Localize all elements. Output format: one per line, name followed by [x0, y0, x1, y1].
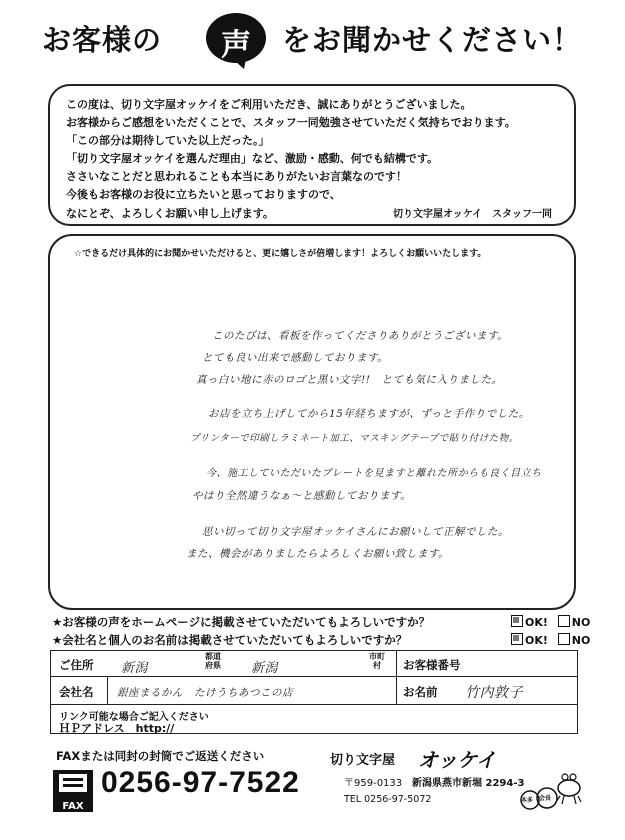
handwritten-line: とても良い出来で感動しております。 [202, 352, 389, 364]
voice-character: 声 [221, 28, 251, 63]
intro-line: 「この部分は期待していた以上だった。」 [66, 134, 270, 147]
intro-line: 「切り文字屋オッケイを選んだ理由」など、激励・感動、何でも結構です。 [66, 152, 439, 165]
customer-number-label: お客様番号 [403, 658, 461, 672]
ok-label: OK! [525, 616, 548, 629]
intro-line: 今後もお客様のお役に立ちたいと思っておりますので、 [66, 188, 341, 201]
company-name: オッケイ [418, 748, 496, 772]
intro-line: この度は、切り文字屋オッケイをご利用いただき、誠にありがとうございました。 [66, 98, 472, 111]
handwritten-line: 思い切って切り文字屋オッケイさんにお願いして正解でした。 [202, 526, 509, 538]
consent-question-names: ★会社名と個人のお名前は掲載させていただいてもよろしいですか？ [52, 633, 408, 647]
message-box[interactable] [48, 234, 576, 610]
prefecture-label: 都道 府県 [205, 652, 221, 670]
intro-line: お客様からご感想をいただくことで、スタッフ一同勉強させていただく気持ちでおります。 [66, 116, 516, 129]
fax-machine-icon [53, 770, 93, 798]
address-row [51, 651, 577, 677]
handwritten-line: プリンターで印刷しラミネート加工、マスキングテープで貼り付けた物。 [190, 433, 519, 444]
fax-number: 0256-97-7522 [101, 766, 300, 799]
message-prompt: ☆できるだけ具体的にお聞かせいただけると、更に嬉しさが倍増します！よろしくお願いいたします。 [74, 249, 487, 259]
consent-names-options [511, 633, 590, 647]
company-label: 切り文字屋 [330, 753, 396, 768]
mascot-icon [520, 766, 582, 812]
name-value[interactable]: 竹内敦子 [465, 685, 523, 701]
handwritten-line: また、機会がありましたらよろしくお願い致します。 [186, 548, 450, 560]
title-left: お客様の [42, 23, 163, 57]
fax-caption: FAXまたは同封の封筒でご返送ください [56, 749, 265, 763]
intro-line: ささいなことだと思われることも本当にありがたいお言葉なのです！ [66, 170, 407, 183]
handwritten-line: 今、施工していただいたプレートを見ますと離れた所からも良く目立ち [206, 468, 542, 479]
divider [396, 651, 397, 677]
ok-label: OK! [525, 634, 548, 647]
ok-checkbox[interactable] [511, 615, 523, 627]
staff-signature: 切り文字屋オッケイ スタッフ一同 [393, 209, 552, 220]
handwritten-line: やはり全然違うなぁ〜と感動しております。 [192, 490, 412, 502]
city-label: 市町 村 [369, 652, 385, 670]
handwritten-line: このたびは、看板を作ってくださりありがとうございます。 [212, 330, 509, 342]
consent-homepage-options [511, 615, 590, 629]
company-row [51, 677, 577, 705]
name-label: お名前 [403, 685, 438, 699]
fax-icon [53, 770, 93, 812]
address-value[interactable]: 新潟 [121, 661, 149, 676]
no-label: NO [571, 616, 591, 629]
mascot-badge: 会長 [539, 795, 552, 802]
fax-icon-label: FAX [62, 801, 84, 812]
no-checkbox[interactable] [558, 615, 570, 627]
company-tel: TEL 0256-97-5072 [344, 794, 432, 805]
divider [396, 677, 397, 705]
postal-code: 〒959-0133 [344, 778, 403, 789]
handwritten-line: お店を立ち上げしてから15年経ちますが、ずっと手作りでした。 [208, 408, 530, 420]
address-label: ご住所 [59, 658, 94, 672]
handwritten-line: 真っ白い地に赤のロゴと黒い文字!! とても気に入りました。 [196, 374, 503, 386]
no-label: NO [571, 634, 591, 647]
intro-box [48, 84, 576, 226]
no-checkbox[interactable] [558, 633, 570, 645]
consent-question-homepage: ★お客様の声をホームページに掲載させていただいてもよろしいですか？ [52, 615, 431, 629]
crab-mascot-icon [520, 766, 582, 812]
homepage-url-field[interactable]: ＨＰアドレス http:// [59, 722, 175, 735]
divider [107, 677, 108, 705]
title-right: をお聞かせください！ [282, 23, 583, 57]
prefecture-value[interactable]: 新潟 [251, 661, 279, 676]
company-value[interactable]: 銀座まるかん たけうちあつこの店 [117, 687, 293, 699]
customer-form [50, 650, 578, 734]
mascot-badge: 本多 [521, 797, 534, 804]
link-note: リンク可能な場合ご記入ください [59, 712, 209, 723]
company-address: 新潟県燕市新堀 2294-3 [412, 778, 525, 789]
ok-checkbox[interactable] [511, 633, 523, 645]
intro-line: なにとぞ、よろしくお願い申し上げます。 [66, 207, 274, 220]
company-label: 会社名 [59, 685, 94, 699]
